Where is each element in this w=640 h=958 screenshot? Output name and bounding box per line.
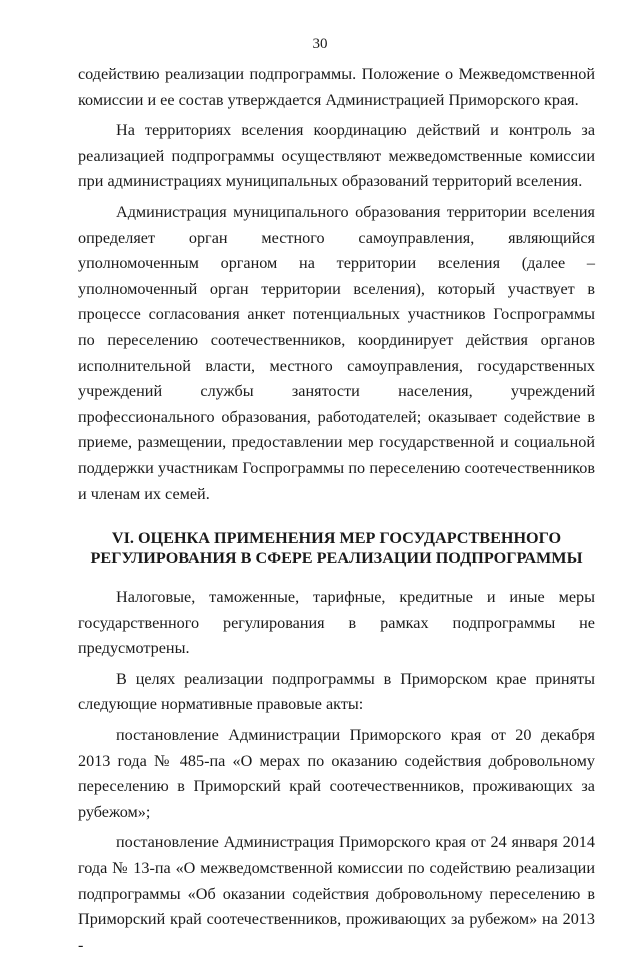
paragraph-legal-acts-intro: В целях реализации подпрограммы в Приморском крае приняты следующие нормативные правовые акты: [78, 669, 595, 714]
paragraph-regulation-measures: Налоговые, таможенные, тарифные, кредитные и иные меры государственного регулирования в рамках подпрограммы не предусмотрены. [78, 588, 595, 658]
section-heading-line-1: VI. ОЦЕНКА ПРИМЕНЕНИЯ МЕР ГОСУДАРСТВЕННОГО [111, 529, 562, 548]
paragraph-decree-13: постановление Администрация Приморского края от 24 января 2014 года № 13-па «О межведомственной комиссии по содействию реализации подпрограммы «Об оказании содействия добровольному переселению в Приморский край соотечественников, проживающих за рубежом» на 2013 - [78, 833, 595, 954]
section-heading-line-2: РЕГУЛИРОВАНИЯ В СФЕРЕ РЕАЛИЗАЦИИ ПОДПРОГРАММЫ [90, 549, 583, 568]
paragraph-coordination: На территориях вселения координацию действий и контроль за реализацией подпрограммы осуществляют межведомственные комиссии при администрациях муниципальных образований территорий вселения. [78, 121, 595, 191]
paragraph-decree-485: постановление Администрации Приморского края от 20 декабря 2013 года № 485-па «О мерах по оказанию содействия добровольному переселению в Приморский край соотечественников, проживающих за рубежом»; [78, 726, 595, 821]
section-heading [78, 528, 595, 568]
paragraph-continuation: содействию реализации подпрограммы. Положение о Межведомственной комиссии и ее состав утверждается Администрацией Приморского края. [78, 65, 595, 109]
paragraph-municipal-administration: Администрация муниципального образования территории вселения определяет орган местного самоуправления, являющийся уполномоченным органом на территории вселения (далее – уполномоченный орган территории вселения), который участвует в процессе согласования анкет потенциальных участников Госпрограммы по переселению соотечественников, координирует действия органов исполнительной власти, местного самоуправления, государственных учреждений службы занятости населения, учреждений профессионального образования, работодателей; оказывает содействие в приеме, размещении, предоставлении мер государственной и социальной поддержки участникам Госпрограммы по переселению соотечественников и членам их семей. [78, 202, 595, 503]
page-number: 30 [312, 36, 328, 52]
document-body [78, 62, 595, 958]
